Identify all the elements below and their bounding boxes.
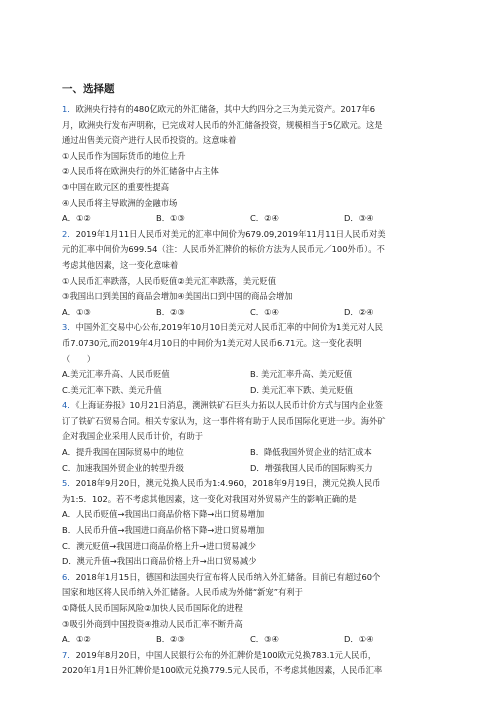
- answer-options: [62, 632, 438, 648]
- option-c[interactable]: C.美元汇率下跌、美元升值: [62, 384, 162, 395]
- option-a[interactable]: A．人民币贬值→我国出口商品价格下降→出口贸易增加: [62, 509, 265, 520]
- question-stem-line: 币7.0730元,而2019年4月10日的中间价为1美元对人民币6.71元。这一变化表明: [62, 337, 362, 348]
- option-c[interactable]: C．①④: [250, 306, 279, 317]
- question-7: [62, 648, 438, 679]
- option-a[interactable]: A．①②: [62, 213, 91, 224]
- option-b[interactable]: B．人民币升值→我国进口商品价格下降→进口贸易增加: [62, 525, 265, 536]
- statement: ①人民币汇率跌落，人民币贬值②美元汇率跌落，美元贬值: [62, 275, 277, 286]
- statement: ①人民币作为国际货币的地位上升: [62, 150, 186, 161]
- option-b[interactable]: B．降低我国外贸企业的结汇成本: [250, 447, 372, 458]
- question-stem-line: 2．2019年1月11日人民币对美元的汇率中间价为679.09,2019年11月11日人民币对美: [62, 228, 386, 239]
- question-stem-line: 月，欧洲央行发布声明称，已完成对人民币的外汇储备投资，规模相当于5亿欧元。这是: [62, 119, 383, 130]
- answer-options: [62, 383, 438, 399]
- option-c[interactable]: C．澳元贬值→我国进口商品价格上升→进口贸易减少: [62, 540, 256, 551]
- option-b[interactable]: B. 美元汇率升高、美元贬值: [250, 369, 353, 380]
- question-stem-line: 订了铁矿石贸易合同。相关专家认为，这一事件将有助于人民币国际化更进一步。海外矿: [62, 415, 386, 426]
- option-a[interactable]: A．①②: [62, 634, 91, 645]
- question-stem-line: 5．2018年9月20日，澳元兑换人民币为1:4.960，2018年9月19日，澳元兑换人民币: [62, 478, 381, 489]
- question-stem-line: 1．欧洲央行持有的480亿欧元的外汇储备，其中大约四分之三为美元资产。2017年6: [62, 104, 376, 114]
- option-c[interactable]: C．③④: [250, 634, 279, 645]
- question-number: 7．: [62, 649, 76, 660]
- option-c[interactable]: C．加速我国外贸企业的转型升级: [62, 462, 184, 473]
- statement: ③吸引外商到中国投资④推动人民币汇率不断升高: [62, 618, 243, 629]
- question-stem-line: 为1:5．102。若不考虑其他因素，这一变化对我国对外贸易产生的影响正确的是: [62, 493, 357, 504]
- question-4: [62, 398, 438, 476]
- question-6: [62, 570, 438, 648]
- option-a[interactable]: A.美元汇率升高、人民币贬值: [62, 369, 170, 380]
- option-d[interactable]: D．②④: [344, 306, 374, 317]
- option-b[interactable]: B．①③: [156, 213, 185, 224]
- option-b[interactable]: B．②③: [156, 634, 185, 645]
- option-d[interactable]: D．增强我国人民币的国际购买力: [250, 462, 373, 473]
- question-stem-line: 6．2018年1月15日，德国和法国央行宣布将人民币纳入外汇储备。目前已有超过60个: [62, 571, 381, 582]
- option-b[interactable]: B．②③: [156, 306, 185, 317]
- question-5: [62, 476, 438, 570]
- question-stem-line: 国家和地区将人民币纳入外汇储备。人民币成为外储“新宠”有利于: [62, 587, 303, 598]
- question-stem-line: 7．2019年8月20日，中国人民银行公布的外汇牌价是100欧元兑换783.1元人民币，: [62, 649, 377, 660]
- statement: ③中国在欧元区的重要性提高: [62, 181, 170, 192]
- statement: ②人民币将在欧洲央行的外汇储备中占主体: [62, 166, 219, 177]
- section-title: 一、选择题: [62, 83, 115, 95]
- answer-options: [62, 461, 438, 477]
- answer-options: [62, 305, 438, 321]
- question-stem-line: 企对我国企业采用人民币计价，有助于: [62, 431, 204, 442]
- question-content: [62, 82, 438, 679]
- question-stem-line: 2020年1月1日外汇牌价是100欧元兑换779.5元人民币，不考虑其他因素，人民币汇率: [62, 665, 383, 676]
- option-d[interactable]: D．澳元升值→我国出口商品价格上升→出口贸易减少: [62, 556, 257, 567]
- statement: ③我国出口到美国的商品会增加④美国出口到中国的商品会增加: [62, 291, 293, 302]
- answer-options: [62, 367, 438, 383]
- question-3: [62, 320, 438, 398]
- question-stem-line: 通过出售美元资产进行人民币投资的。这意味着: [62, 135, 237, 146]
- statement: ④人民币将主导欧洲的金融市场: [62, 197, 178, 208]
- option-d[interactable]: D．③④: [344, 213, 374, 224]
- question-stem-line: 考虑其他因素，这一变化意味着: [62, 259, 179, 270]
- question-number: 4．: [62, 400, 76, 411]
- question-number: 3．: [62, 322, 76, 333]
- question-number: 6．: [62, 571, 76, 582]
- answer-options: [62, 445, 438, 461]
- option-a[interactable]: A．提升我国在国际贸易中的地位: [62, 447, 184, 458]
- question-stem-line: 3．中国外汇交易中心公布,2019年10月10日美元对人民币汇率的中间价为1美元对人民: [62, 322, 383, 333]
- statement: ①降低人民币国际风险②加快人民币国际化的进程: [62, 603, 243, 613]
- question-number: 5．: [62, 478, 76, 489]
- question-stem-line: （ ）: [62, 353, 96, 364]
- question-1: [62, 102, 438, 227]
- question-stem-line: 元的汇率中间价为699.54（注：人民币外汇牌价的标价方法为人民币元／100外币）。不: [62, 244, 385, 255]
- option-d[interactable]: D. 美元汇率下跌、美元贬值: [250, 384, 353, 395]
- question-2: [62, 227, 438, 321]
- option-d[interactable]: D．①④: [344, 634, 374, 645]
- question-number: 1．: [62, 104, 76, 114]
- option-a[interactable]: A．①③: [62, 306, 91, 317]
- answer-options: [62, 211, 438, 227]
- question-stem-line: 4．《上海证券报》10月21日消息，澳洲铁矿石巨头力拓以人民币计价方式与国内企业签: [62, 400, 383, 411]
- question-number: 2．: [62, 228, 76, 239]
- option-c[interactable]: C．②④: [250, 213, 279, 224]
